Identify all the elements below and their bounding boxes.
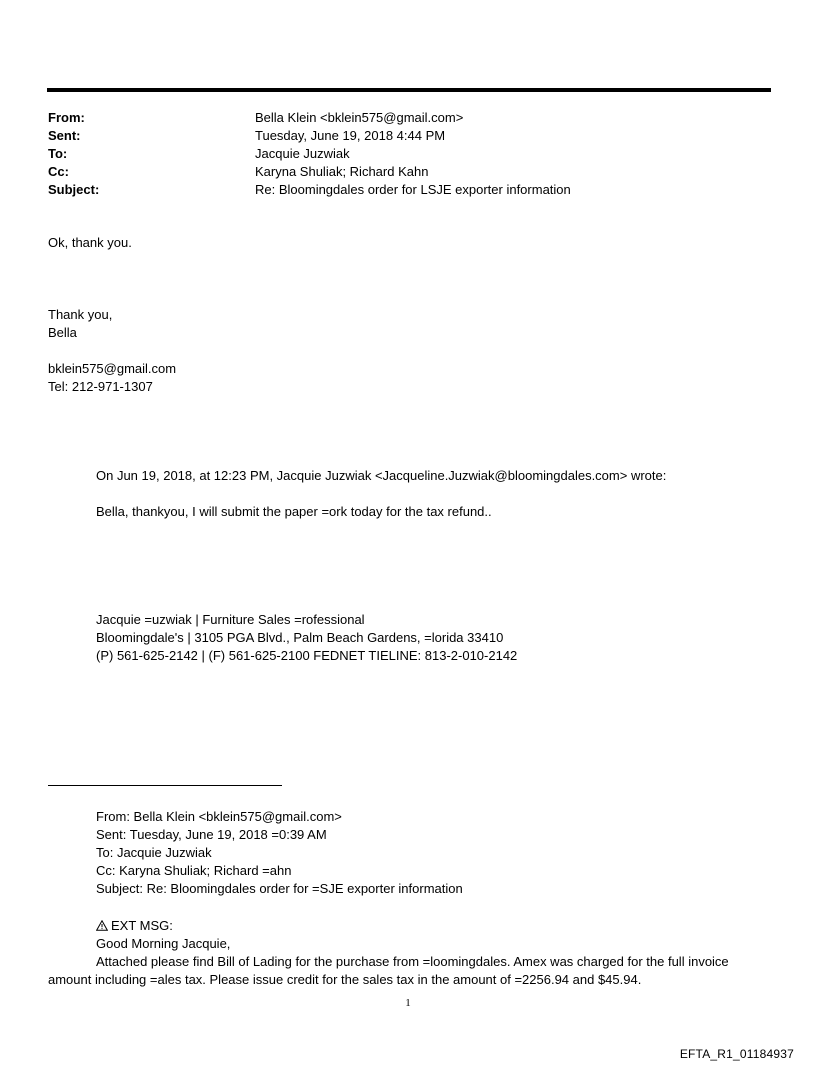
cc-value: Karyna Shuliak; Richard Kahn	[255, 164, 429, 179]
signature-line-3: (P) 561-625-2142 | (F) 561-625-2100 FEDNET TIELINE: 813-2-010-2142	[96, 648, 518, 663]
quoted-body: Bella, thankyou, I will submit the paper =ork today for the tax refund..	[96, 504, 492, 519]
reply-body: Ok, thank you.	[48, 235, 132, 250]
from-value: Bella Klein <bklein575@gmail.com>	[255, 110, 464, 125]
sent-row	[48, 127, 788, 145]
quoted2-sent: Sent: Tuesday, June 19, 2018 =0:39 AM	[96, 827, 327, 842]
quoted2-greeting: Good Morning Jacquie,	[96, 936, 231, 951]
quoted2-cc: Cc: Karyna Shuliak; Richard =ahn	[96, 863, 292, 878]
subject-row	[48, 181, 788, 199]
warning-icon	[96, 917, 108, 935]
separator-rule	[48, 785, 282, 786]
reply-name: Bella	[48, 325, 77, 340]
quoted2-subject: Subject: Re: Bloomingdales order for =SJE exporter information	[96, 881, 463, 896]
signature-line-2: Bloomingdale's | 3105 PGA Blvd., Palm Beach Gardens, =lorida 33410	[96, 630, 504, 645]
quoted2-from: From: Bella Klein <bklein575@gmail.com>	[96, 809, 342, 824]
reply-tel: Tel: 212-971-1307	[48, 379, 153, 394]
signature-line-1: Jacquie =uzwiak | Furniture Sales =rofessional	[96, 612, 365, 627]
sent-value: Tuesday, June 19, 2018 4:44 PM	[255, 128, 446, 143]
from-label: From:	[48, 110, 85, 125]
to-label: To:	[48, 146, 68, 161]
cc-label: Cc:	[48, 164, 69, 179]
sent-label: Sent:	[48, 128, 81, 143]
subject-value: Re: Bloomingdales order for LSJE exporter information	[255, 182, 571, 197]
header-rule	[47, 88, 771, 92]
ext-msg-label: EXT MSG:	[111, 918, 173, 933]
quoted2-to: To: Jacquie Juzwiak	[96, 845, 212, 860]
from-row	[48, 109, 788, 127]
reply-email: bklein575@gmail.com	[48, 361, 177, 376]
to-value: Jacquie Juzwiak	[255, 146, 350, 161]
cc-row	[48, 163, 788, 181]
quoted2-para-line-1: Attached please find Bill of Lading for the purchase from =loomingdales. Amex was charged for the full invoice	[96, 954, 729, 969]
quoted2-para-line-2: amount including =ales tax. Please issue credit for the sales tax in the amount of =2256.94 and $45.94.	[48, 972, 642, 987]
ext-msg-banner	[96, 917, 173, 935]
page-number: 1	[405, 997, 411, 1009]
reply-signoff: Thank you,	[48, 307, 113, 322]
quoted-intro: On Jun 19, 2018, at 12:23 PM, Jacquie Juzwiak <Jacqueline.Juzwiak@bloomingdales.com> wrote:	[96, 468, 667, 483]
subject-label: Subject:	[48, 182, 100, 197]
to-row	[48, 145, 788, 163]
document-id: EFTA_R1_01184937	[679, 1047, 794, 1061]
email-header	[48, 109, 788, 199]
